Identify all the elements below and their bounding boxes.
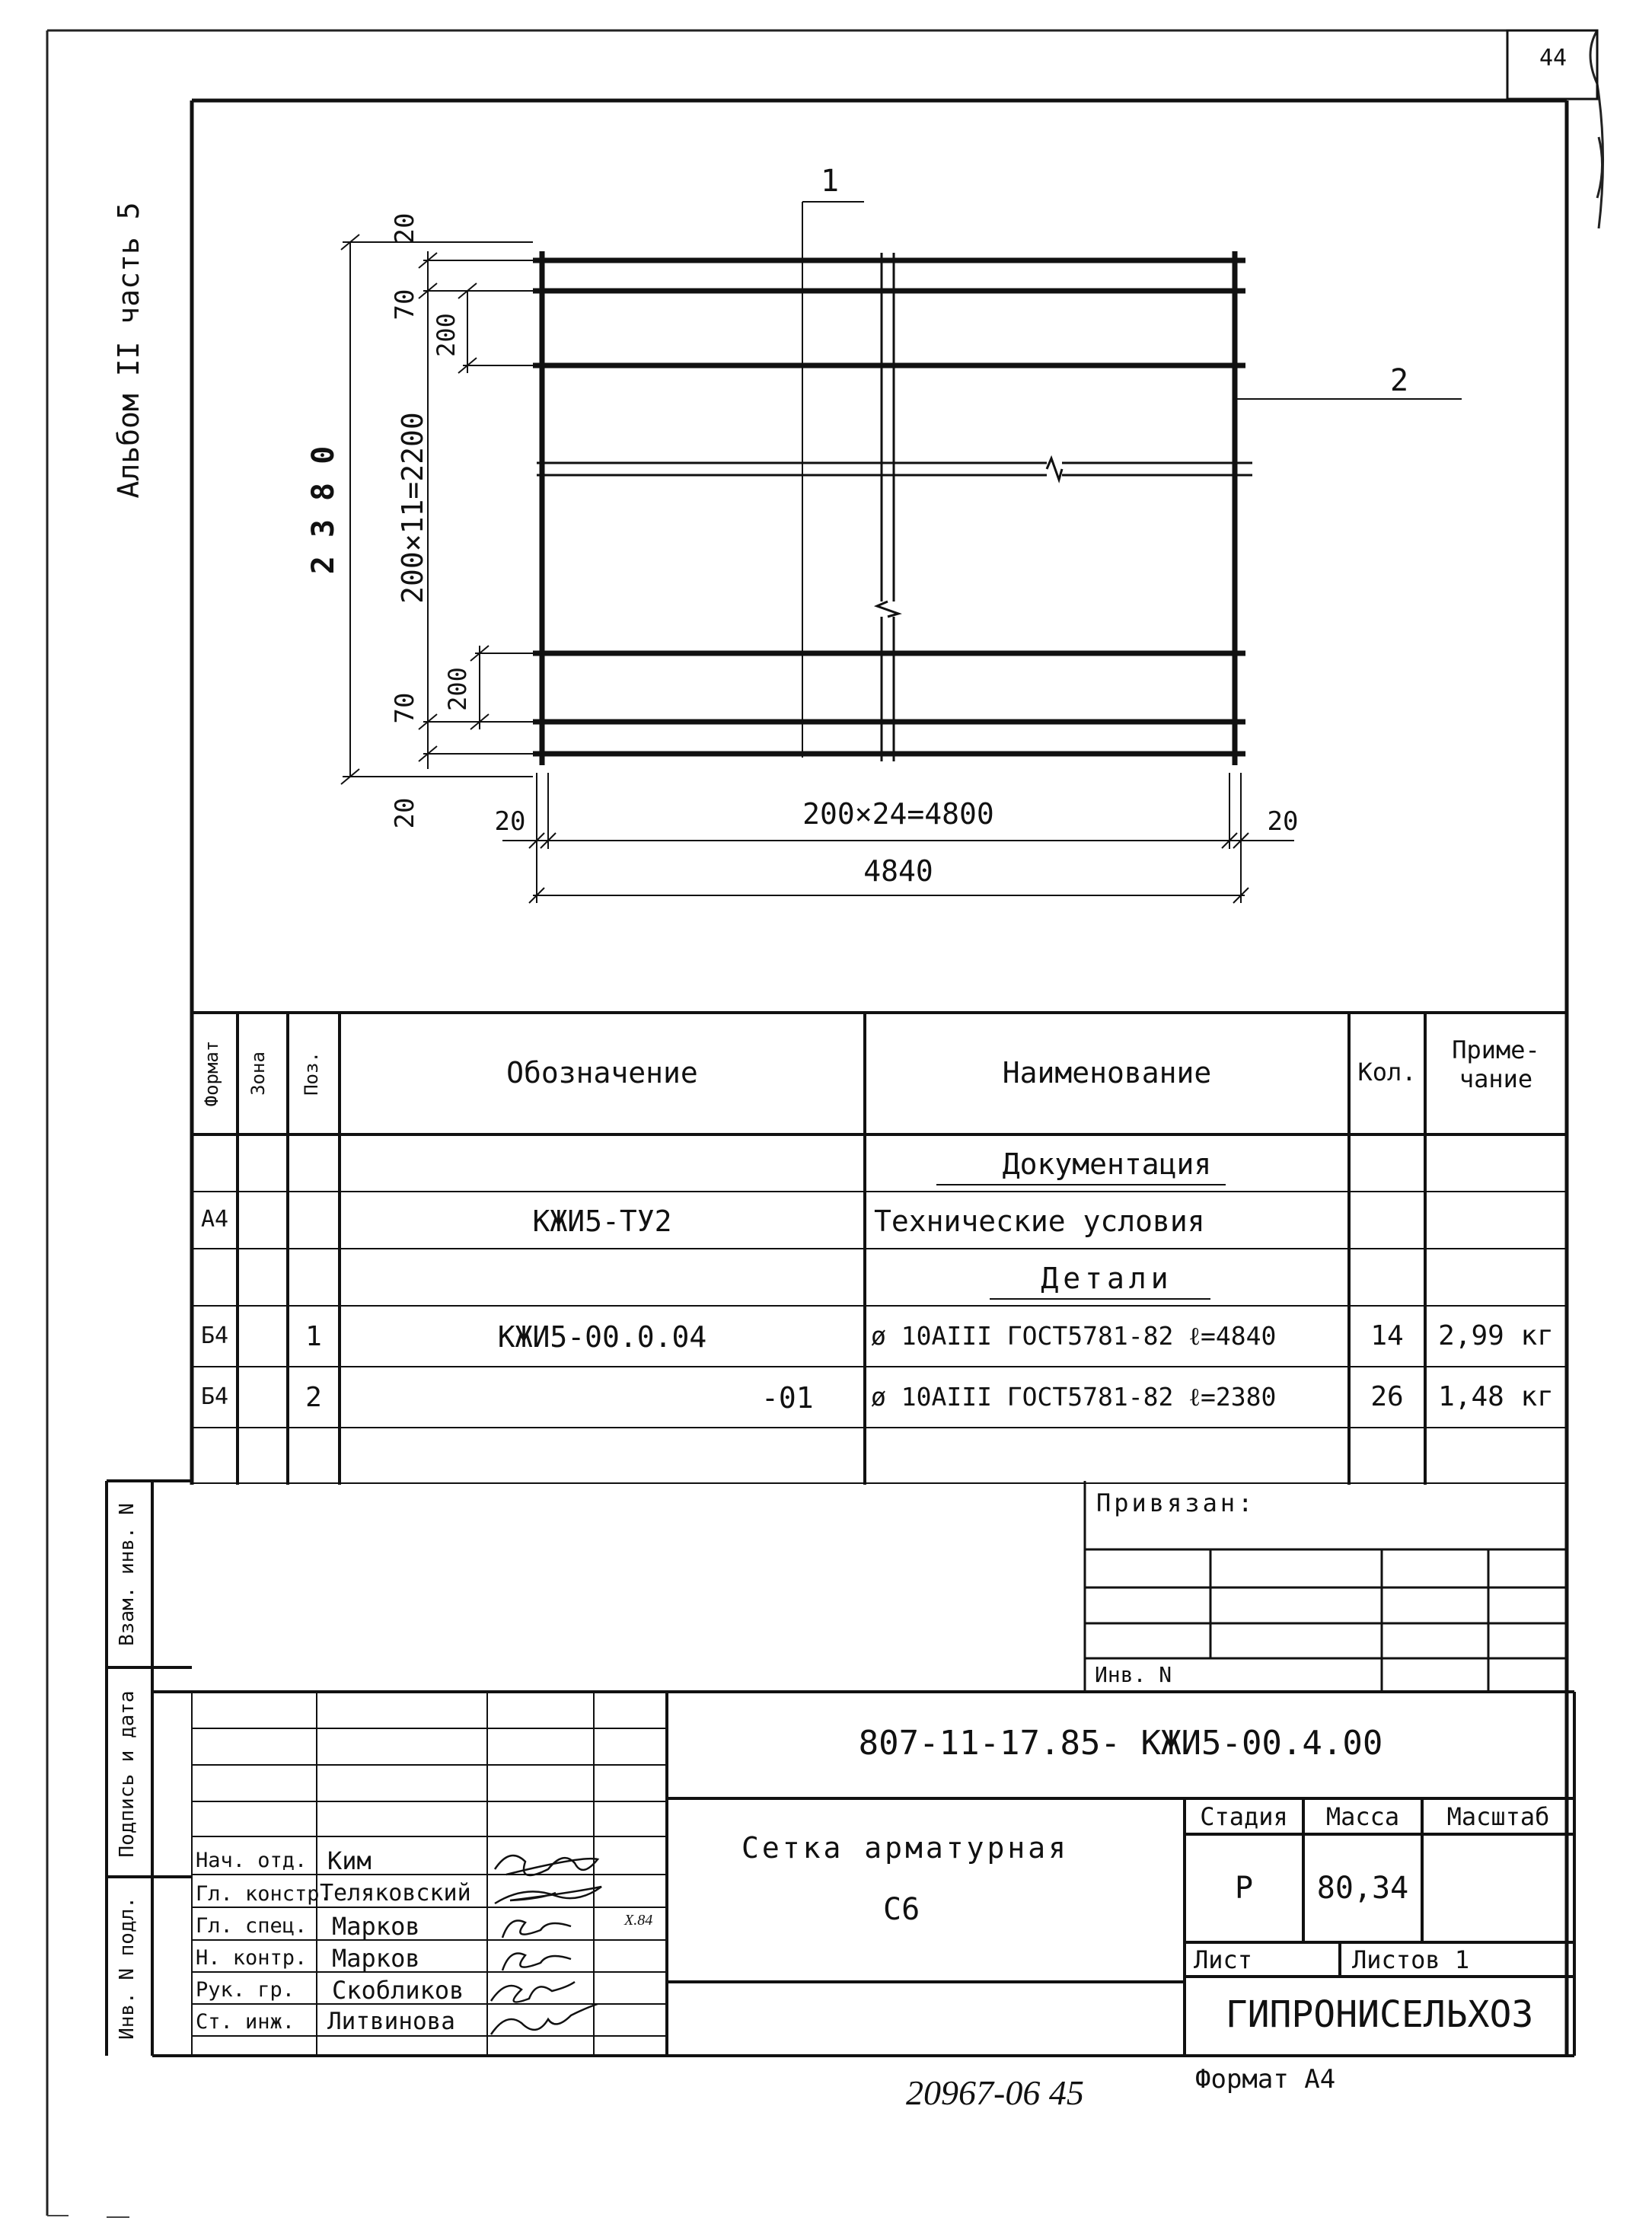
drawing-title: Сетка арматурная: [741, 1831, 1070, 1865]
marker-2: 2: [1389, 363, 1409, 398]
signer-role-2: Гл. констр.: [196, 1882, 332, 1906]
stage-label: Стадия: [1200, 1802, 1288, 1831]
docs-format: А4: [200, 1206, 229, 1233]
signer-name-1: Ким: [327, 1846, 372, 1875]
part-1-qty: 14: [1370, 1320, 1404, 1351]
part-2-designation: -01: [761, 1381, 814, 1415]
dim-20-bottom: 20: [390, 797, 420, 829]
signer-role-5: Рук. гр.: [196, 1978, 295, 2002]
signer-role-6: Ст. инж.: [196, 2010, 295, 2034]
album-label: Альбом II часть 5: [112, 202, 145, 499]
signer-name-2: Теляковский: [320, 1880, 471, 1907]
width-total-dimension: 4840: [863, 854, 933, 888]
docs-designation: КЖИ5-ТУ2: [532, 1205, 672, 1238]
copy-number: 20967-06 45: [906, 2073, 1084, 2112]
dim-70-bottom: 70: [390, 692, 420, 724]
header-qty: Кол.: [1357, 1058, 1417, 1086]
sheet-label: Лист: [1194, 1945, 1253, 1974]
height-total-dimension: 2 3 8 0: [306, 445, 341, 575]
part-1-designation: КЖИ5-00.0.04: [497, 1320, 707, 1354]
part-2-name: ø 10АIII ГОСТ5781-82 ℓ=2380: [871, 1382, 1277, 1412]
dim-20-top: 20: [390, 212, 420, 244]
mass-label: Масса: [1325, 1802, 1400, 1831]
header-zone: Зона: [247, 1051, 269, 1096]
mass-value: 80,34: [1316, 1871, 1409, 1906]
marker-1: 1: [820, 164, 840, 199]
format-label: Формат А4: [1195, 2064, 1336, 2095]
signatures: [491, 1855, 601, 2034]
sheet-number: 44: [1539, 45, 1567, 72]
signer-role-4: Н. контр.: [196, 1946, 308, 1970]
document-code: 807-11-17.85- КЖИ5-00.4.00: [858, 1724, 1383, 1763]
dim-70-top: 70: [390, 289, 420, 321]
date-mark: Х.84: [624, 1912, 653, 1929]
header-name: Наименование: [1002, 1056, 1212, 1090]
stamp-inv-podl: Инв. N подл.: [116, 1897, 139, 2040]
signer-name-3: Марков: [332, 1912, 420, 1941]
part-2-note: 1,48 кг: [1438, 1381, 1554, 1412]
drawing-subtitle: С6: [883, 1892, 920, 1927]
part-2-pos: 2: [305, 1382, 322, 1413]
part-2-format: Б4: [200, 1383, 229, 1410]
scale-label: Масштаб: [1446, 1802, 1550, 1831]
header-designation: Обозначение: [506, 1056, 698, 1090]
dim-20-right: 20: [1267, 806, 1299, 837]
part-1-note: 2,99 кг: [1438, 1320, 1554, 1351]
privyazan-inv: Инв. N: [1095, 1662, 1172, 1687]
height-series-dimension: 200×11=2200: [396, 412, 429, 604]
section-docs: Документация: [1002, 1147, 1212, 1181]
signer-role-1: Нач. отд.: [196, 1849, 308, 1872]
stamp-vzam-inv: Взам. инв. N: [116, 1503, 139, 1646]
part-2-qty: 26: [1370, 1381, 1404, 1412]
header-note: Приме- чание: [1452, 1035, 1540, 1094]
part-1-format: Б4: [200, 1323, 229, 1349]
sheets-label: Листов 1: [1352, 1945, 1470, 1974]
organization: ГИПРОНИСЕЛЬХОЗ: [1225, 1993, 1534, 2036]
stage-value: Р: [1234, 1871, 1254, 1906]
signer-name-6: Литвинова: [327, 2008, 455, 2035]
width-series-dimension: 200×24=4800: [802, 797, 994, 831]
header-format: Формат: [201, 1040, 222, 1107]
signer-name-4: Марков: [332, 1944, 420, 1973]
dim-200-top: 200: [432, 313, 461, 357]
part-1-pos: 1: [305, 1321, 322, 1352]
part-1-name: ø 10АIII ГОСТ5781-82 ℓ=4840: [871, 1321, 1277, 1351]
dim-200-bottom: 200: [443, 667, 472, 711]
docs-name: Технические условия: [874, 1205, 1205, 1238]
header-pos: Поз.: [301, 1051, 322, 1096]
privyazan-title: Привязан:: [1096, 1489, 1256, 1517]
signer-name-5: Скобликов: [332, 1976, 464, 2005]
dim-20-left: 20: [494, 806, 526, 837]
signer-role-3: Гл. спец.: [196, 1914, 308, 1938]
stamp-podpis-data: Подпись и дата: [116, 1690, 139, 1858]
section-parts: Детали: [1041, 1262, 1173, 1295]
